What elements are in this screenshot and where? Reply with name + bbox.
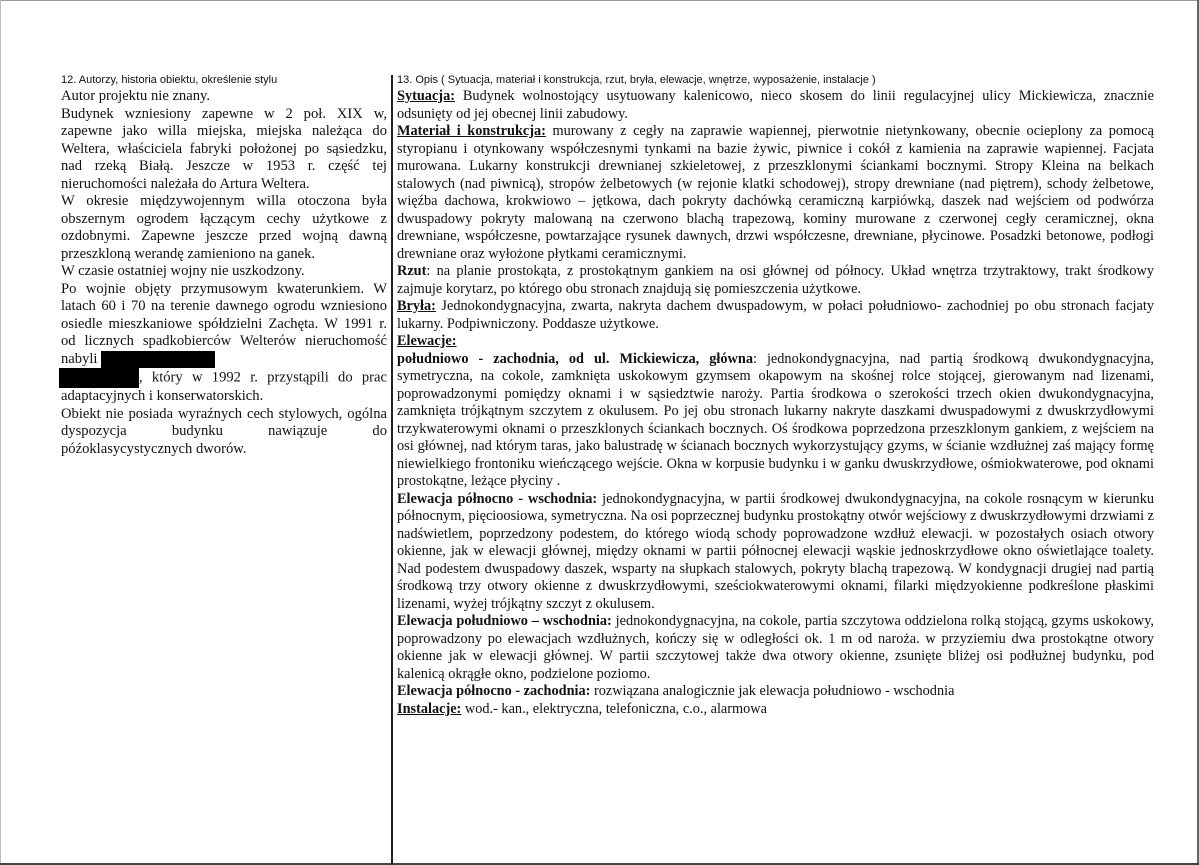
bryla-text: Jednokondygnacyjna, zwarta, nakryta dachem dwuspadowym, w połaci południowo- zachodniej po obu stronach facjaty lukarny. Podpiwniczony. Poddasze użytkowe. — [397, 298, 1154, 332]
sytuacja-text: Budynek wolnostojący usytuowany kalenicowo, nieco skosem do linii regulacyjnej ulicy Mickiewicza, znacznie odsunięty od jej obecnej linii zabudowy. — [397, 88, 1154, 122]
sytuacja-paragraph — [397, 88, 1154, 123]
elevation-ne-text: jednokondygnacyjna, w partii środkowej dwukondygnacyjna, na cokole rosnącym w kierunku północnym, pięcioosiowa, symetryczna. Na osi poprzecznej budynku prostokątny otwór wejściowy z dwuskrzydłowymi drzwiami z nadświetlem, poprzedzony podestem, do którego wiodą schody poprowadzone wzdłuż elewacji. w pozostałych osiach otwory okienne, jak w elewacji głównej, między oknami w partii północnej elewacji wąskie jednoskrzydłowe okno oświetlające toalety. Nad podestem dwuspadowy daszek, wsparty na słupkach stalowych, pokryty blachą trapezową. W kondygnacji drugiej nad partią środkową trzy otwory okienne z dwuskrzydłowymi, sześciokwaterowymi oknami, filarki międzyokienne podkreślone płaskimi lizenami, wyżej trójkątny szczyt z okulusem. — [397, 490, 1154, 612]
material-paragraph — [397, 123, 1154, 263]
elevation-se-label: Elewacja południowo – wschodnia: — [397, 613, 612, 629]
page-border-top — [0, 0, 1199, 1]
history-paragraph: Budynek wzniesiony zapewne w 2 poł. XIX w, zapewne jako willa miejska, miejska należąca do Weltera, właściciela fabryki położonej po sąsiedzku, nad rzeką Białą. Jeszcze w 1953 r. część tej nieruchomości należała do Artura Weltera. — [61, 105, 387, 192]
instalacje-paragraph — [397, 701, 1154, 719]
elevation-nw-text: rozwiązana analogicznie jak elewacja południowo - wschodnia — [590, 683, 955, 699]
postwar-text-a: Po wojnie objęty przymusowym kwaterunkiem. W latach 60 i 70 na terenie dawnego ogrodu wzniesiono osiedle mieszkaniowe spółdzielni Zachęta. W 1991 r. od licznych spadkobierców Welterów nieruchomość nabyli — [61, 280, 387, 367]
section-13-heading: 13. Opis ( Sytuacja, materiał i konstrukcja, rzut, bryła, elewacje, wnętrze, wyposażenie, instalacje ) — [397, 74, 876, 86]
elevation-sw-paragraph — [397, 351, 1154, 491]
redaction-block — [59, 368, 139, 388]
elewacje-label: Elewacje: — [397, 333, 457, 349]
sytuacja-label: Sytuacja: — [397, 88, 455, 104]
elevation-nw-label: Elewacja północno - zachodnia: — [397, 683, 591, 699]
material-text: murowany z cegły na zaprawie wapiennej, pierwotnie nietynkowany, obecnie ocieplony za pomocą styropianu i otynkowany współczesnymi tynkami na bazie żywic, piwnice i cokół z kamienia na zaprawie wapiennej. Facjata murowana. Lukarny konstrukcji drewnianej szkieletowej, z przeszklonymi ściankami bocznymi. Stropy Kleina na belkach stalowych (nad piwnicą), stropów żelbetowych (w rejonie klatki schodowej), stropy drewniane (nad piętrem), schody żelbetowe, więźba dachowa, krokwiowo – jętkowa, dach pokryty dachówką ceramiczną karpiówką, daszek nad wejściem od podwórza dwuspadowy pokryty malowaną na czerwono blachą trapezową, kominy murowane z czerwonej cegły ceramicznej, okna drewniane, współczesne, powtarzające rysunek dawnych, drzwi współczesne, drewniane, płycinowe. Posadzki betonowe, podłogi drewniane oraz wyłożone płytkami ceramicznymi. — [397, 123, 1154, 262]
interwar-paragraph: W okresie międzywojennym willa otoczona była obszernym ogrodem łączącym cechy użytkowe z ozdobnymi. Zapewne jeszcze przed wojną dawną przeszkloną werandę zamieniono na ganek. — [61, 193, 387, 262]
elevation-ne-paragraph — [397, 491, 1154, 614]
elevation-se-text: jednokondygnacyjna, na cokole, partia szczytowa oddzielona rolką stojącą, gzyms uskokowy, poprowadzony po elewacjach wzdłużnych, kończy się w odległości ok. 1 m od naroża. w przyziemiu dwa prostokątne otwory okienne jak w elewacji głównej. W partii szczytowej także dwa otwory okienne, zsunięte bliżej osi podłużnej budynku, pod kalenicą okrągłe okno, podzielone poziomo. — [397, 613, 1154, 682]
author-paragraph: Autor projektu nie znany. — [61, 88, 211, 104]
bryla-paragraph — [397, 298, 1154, 333]
section-12-heading: 12. Autorzy, historia obiektu, określenie stylu — [61, 74, 278, 86]
war-paragraph: W czasie ostatniej wojny nie uszkodzony. — [61, 263, 305, 279]
elevation-se-paragraph — [397, 613, 1154, 683]
bryla-label: Bryła: — [397, 298, 436, 314]
elevation-nw-paragraph — [397, 683, 1154, 701]
column-divider — [391, 75, 393, 865]
postwar-text-b: , który w 1992 r. przystąpili do prac adaptacyjnych i konserwatorskich. — [61, 369, 387, 404]
material-label: Materiał i konstrukcja: — [397, 123, 546, 139]
rzut-label: Rzut — [397, 263, 427, 279]
elevation-sw-label: południowo - zachodnia, od ul. Mickiewicza, główna — [397, 350, 753, 367]
postwar-paragraph — [61, 281, 387, 406]
style-paragraph: Obiekt nie posiada wyraźnych cech stylowych, ogólna dyspozycja budynku nawiązuje do późoklasycystycznych dworów. — [61, 405, 387, 457]
rzut-text: : na planie prostokąta, z prostokątnym gankiem na osi głównej od północy. Układ wnętrza trzytraktowy, trakt środkowy zajmuje korytarz, po którego obu stronach znajdują się pomieszczenia użytkowe. — [397, 263, 1154, 297]
instalacje-label: Instalacje: — [397, 700, 462, 717]
elewacje-heading — [397, 333, 1154, 351]
page-border-left — [0, 0, 1, 865]
left-column — [61, 74, 387, 458]
rzut-paragraph — [397, 263, 1154, 298]
right-column — [397, 74, 1154, 718]
instalacje-text: wod.- kan., elektryczna, telefoniczna, c.o., alarmowa — [461, 700, 767, 717]
elevation-ne-label: Elewacja północno - wschodnia: — [397, 490, 598, 507]
elevation-sw-text: : jednokondygnacyjna, nad partią środkową dwukondygnacyjna, symetryczna, na cokole, zamknięta uskokowym gzymsem okapowym na skośnej rolce stojącej, gierowanym nad lizenami, poprowadzonymi pomiędzy oknami i w sąsiedztwie naroży. Partia środkowa o szerokości trzech okien dwukondygnacyjna, zamknięta trójkątnym szczytem z okulusem. Po jej obu stronach lukarny nakryte daszkami dwuspadowymi z dwuskrzydłowymi trzykwaterowymi oknami o przeszklonych ściankach bocznych. Oś środkowa poprzedzona przeszklonym gankiem, z wejściem na osi głównej, nad którym taras, jako balustradę w ścianach bocznych wykorzystujący gzyms, w ścianie wzdłużnej zaś mający formę niewielkiego frontoniku wieńczącego wejście. Okna w korpusie budynku i w ganku dwuskrzydłowe, ośmiokwaterowe, pod oknami prostokątne, leżące płyciny . — [397, 350, 1154, 489]
redaction-block — [101, 351, 215, 368]
